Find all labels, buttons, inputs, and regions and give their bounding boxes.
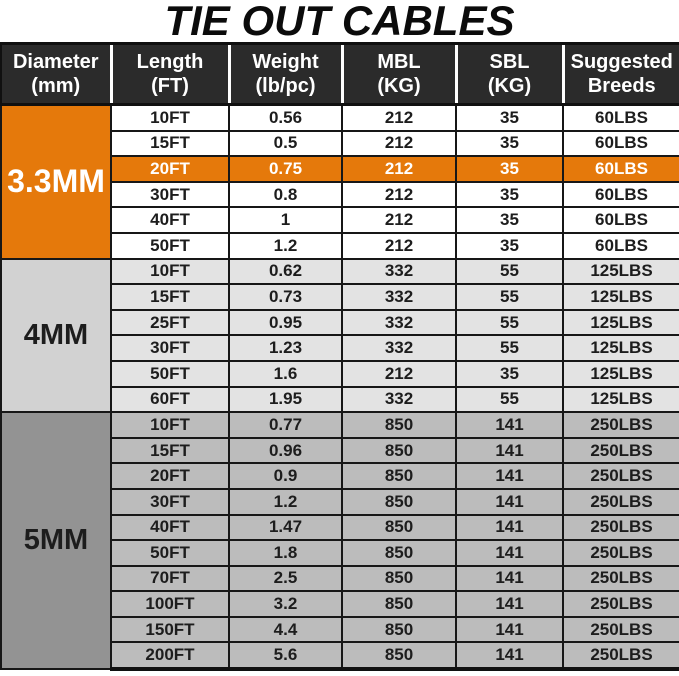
length-cell: 20FT [111,463,229,489]
mbl-cell: 850 [342,412,456,438]
sbl-cell: 141 [456,489,563,515]
sbl-cell: 141 [456,591,563,617]
mbl-cell: 212 [342,105,456,131]
table-row [1,259,679,285]
length-cell: 50FT [111,361,229,387]
diameter-cell: 5MM [1,412,111,669]
mbl-cell: 212 [342,182,456,208]
weight-cell: 1.6 [229,361,342,387]
header-line2: Breeds [587,75,656,97]
length-cell: 70FT [111,566,229,592]
mbl-cell: 850 [342,438,456,464]
header-line2: (lb/pc) [255,75,316,97]
weight-cell: 2.5 [229,566,342,592]
breeds-cell: 125LBS [563,335,679,361]
table-row [1,412,679,438]
breeds-cell: 125LBS [563,387,679,413]
length-cell: 60FT [111,387,229,413]
page-title: TIE OUT CABLES [164,0,515,44]
sbl-cell: 55 [456,335,563,361]
breeds-cell: 60LBS [563,105,679,131]
header-diameter [1,44,111,105]
length-cell: 30FT [111,335,229,361]
length-cell: 200FT [111,642,229,669]
weight-cell: 0.75 [229,156,342,182]
length-cell: 100FT [111,591,229,617]
diameter-cell: 4MM [1,259,111,413]
weight-cell: 0.5 [229,131,342,157]
weight-cell: 1 [229,207,342,233]
header-line1: Suggested [570,50,673,73]
breeds-cell: 60LBS [563,131,679,157]
length-cell: 15FT [111,131,229,157]
length-cell: 150FT [111,617,229,643]
mbl-cell: 850 [342,515,456,541]
sbl-cell: 141 [456,540,563,566]
header-length [111,44,229,105]
breeds-cell: 250LBS [563,412,679,438]
weight-cell: 3.2 [229,591,342,617]
weight-cell: 1.95 [229,387,342,413]
header-weight [229,44,342,105]
length-cell: 30FT [111,489,229,515]
length-cell: 40FT [111,207,229,233]
diameter-cell: 3.3MM [1,105,111,259]
breeds-cell: 250LBS [563,515,679,541]
mbl-cell: 332 [342,387,456,413]
sbl-cell: 35 [456,207,563,233]
breeds-cell: 60LBS [563,233,679,259]
breeds-cell: 60LBS [563,156,679,182]
header-line2: (mm) [31,75,81,97]
sbl-cell: 35 [456,105,563,131]
weight-cell: 0.73 [229,284,342,310]
header-line1: Weight [252,50,319,73]
mbl-cell: 212 [342,361,456,387]
header-line2: (FT) [151,75,189,97]
mbl-cell: 332 [342,259,456,285]
sbl-cell: 141 [456,617,563,643]
table-row [1,105,679,131]
table-body [1,105,679,670]
mbl-cell: 212 [342,207,456,233]
sbl-cell: 55 [456,310,563,336]
breeds-cell: 250LBS [563,566,679,592]
breeds-cell: 125LBS [563,259,679,285]
breeds-cell: 250LBS [563,617,679,643]
breeds-cell: 125LBS [563,310,679,336]
length-cell: 10FT [111,412,229,438]
length-cell: 15FT [111,284,229,310]
mbl-cell: 850 [342,591,456,617]
mbl-cell: 850 [342,463,456,489]
header-line1: Length [136,50,204,73]
weight-cell: 0.96 [229,438,342,464]
length-cell: 10FT [111,105,229,131]
length-cell: 15FT [111,438,229,464]
sbl-cell: 35 [456,182,563,208]
breeds-cell: 60LBS [563,207,679,233]
mbl-cell: 332 [342,284,456,310]
weight-cell: 1.47 [229,515,342,541]
sbl-cell: 35 [456,233,563,259]
weight-cell: 4.4 [229,617,342,643]
breeds-cell: 250LBS [563,642,679,669]
breeds-cell: 60LBS [563,182,679,208]
mbl-cell: 212 [342,233,456,259]
mbl-cell: 212 [342,131,456,157]
header-line2: (KG) [487,75,532,97]
weight-cell: 0.77 [229,412,342,438]
mbl-cell: 850 [342,617,456,643]
table-header [1,44,679,105]
sbl-cell: 141 [456,412,563,438]
length-cell: 50FT [111,540,229,566]
sbl-cell: 35 [456,361,563,387]
length-cell: 10FT [111,259,229,285]
sbl-cell: 141 [456,438,563,464]
weight-cell: 0.56 [229,105,342,131]
weight-cell: 0.8 [229,182,342,208]
sbl-cell: 141 [456,642,563,669]
weight-cell: 1.8 [229,540,342,566]
cables-table [0,42,679,671]
weight-cell: 0.9 [229,463,342,489]
sbl-cell: 55 [456,259,563,285]
mbl-cell: 212 [342,156,456,182]
mbl-cell: 850 [342,489,456,515]
sbl-cell: 35 [456,131,563,157]
weight-cell: 1.2 [229,233,342,259]
length-cell: 20FT [111,156,229,182]
breeds-cell: 250LBS [563,463,679,489]
header-line2: (KG) [377,75,421,97]
mbl-cell: 850 [342,642,456,669]
length-cell: 50FT [111,233,229,259]
weight-cell: 0.95 [229,310,342,336]
mbl-cell: 850 [342,540,456,566]
sbl-cell: 55 [456,387,563,413]
header-line1: SBL [489,50,530,73]
header-mbl [342,44,456,105]
header-sbl [456,44,563,105]
length-cell: 40FT [111,515,229,541]
breeds-cell: 125LBS [563,361,679,387]
header-line1: Diameter [12,50,99,73]
mbl-cell: 332 [342,335,456,361]
header-line1: MBL [377,50,421,73]
length-cell: 30FT [111,182,229,208]
mbl-cell: 332 [342,310,456,336]
breeds-cell: 250LBS [563,591,679,617]
weight-cell: 0.62 [229,259,342,285]
sbl-cell: 141 [456,566,563,592]
sbl-cell: 141 [456,515,563,541]
sbl-cell: 141 [456,463,563,489]
weight-cell: 1.23 [229,335,342,361]
breeds-cell: 125LBS [563,284,679,310]
weight-cell: 5.6 [229,642,342,669]
sbl-cell: 55 [456,284,563,310]
weight-cell: 1.2 [229,489,342,515]
mbl-cell: 850 [342,566,456,592]
length-cell: 25FT [111,310,229,336]
header-suggested-breeds [563,44,679,105]
header-row [1,44,679,105]
breeds-cell: 250LBS [563,438,679,464]
sbl-cell: 35 [456,156,563,182]
breeds-cell: 250LBS [563,489,679,515]
breeds-cell: 250LBS [563,540,679,566]
